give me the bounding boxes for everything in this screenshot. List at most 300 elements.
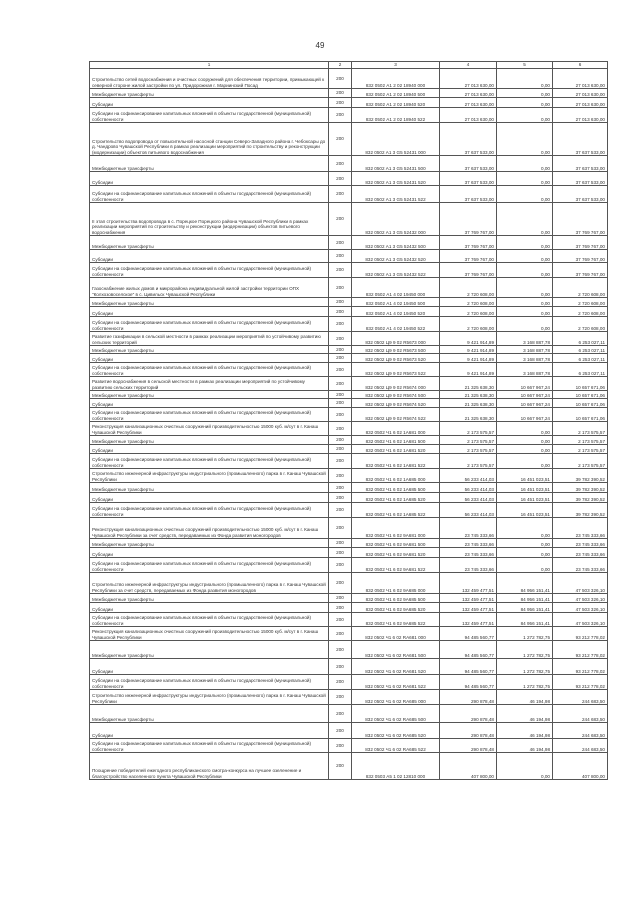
budget-classification-code: 832 0502 А1 3 G5 52432 500 [352,236,440,250]
amount-approved: 132 459 477,51 [440,603,497,613]
amount-change: 46 194,98 [497,723,553,739]
row-column-2: 200 [329,518,352,539]
budget-classification-code: 832 0502 Ц9 9 02 R5674 520 [352,399,440,408]
amount-approved: 37 637 533,00 [440,156,497,172]
row-column-2: 200 [329,98,352,108]
row-description: Субсидии на софинансирование капитальных вложений в объекты государственной (муниципальной) собственности [90,263,329,278]
table-row [90,436,608,445]
budget-classification-code: 832 0502 Ч1 6 02 1А685 500 [352,483,440,493]
amount-approved: 94 485 560,77 [440,659,497,675]
amount-approved: 2 173 575,57 [440,454,497,469]
table-row [90,98,608,108]
amount-change: 84 956 151,41 [497,613,553,627]
table-row [90,250,608,263]
row-column-2: 200 [329,675,352,690]
row-column-2: 200 [329,705,352,723]
amount-change: 10 667 967,24 [497,377,553,391]
row-column-2: 200 [329,156,352,172]
table-row [90,603,608,613]
amount-change: 0,00 [497,69,553,89]
column-number: 3 [352,62,440,69]
amount-change: 0,00 [497,89,553,98]
amount-resulting: 23 745 333,66 [553,518,608,539]
amount-approved: 9 421 914,89 [440,354,497,363]
row-description: Межбюджетные трансферты [90,641,329,659]
row-description: Субсидии на софинансирование капитальных вложений в объекты государственной (муниципальной) собственности [90,613,329,627]
row-column-2: 200 [329,469,352,483]
table-row [90,346,608,354]
amount-change: 0,00 [497,753,553,780]
table-row [90,753,608,780]
table-row [90,263,608,278]
row-description: Межбюджетные трансферты [90,89,329,98]
amount-approved: 27 013 630,00 [440,69,497,89]
amount-change: 3 168 887,78 [497,332,553,346]
budget-classification-code: 832 0502 А1 3 G5 52431 000 [352,123,440,156]
budget-classification-code: 832 0502 Ч1 6 02 9А685 522 [352,613,440,627]
amount-approved: 21 325 638,30 [440,377,497,391]
table-row [90,627,608,641]
table-row [90,705,608,723]
amount-change: 10 667 967,24 [497,391,553,399]
table-row [90,391,608,399]
amount-change: 16 451 023,51 [497,469,553,483]
row-description: Межбюджетные трансферты [90,436,329,445]
amount-approved: 132 459 477,51 [440,594,497,603]
row-column-2: 200 [329,278,352,298]
budget-classification-code: 832 0502 А1 3 G5 52431 520 [352,172,440,186]
table-row [90,503,608,518]
budget-classification-code: 832 0502 Ч1 6 02 1А685 520 [352,493,440,503]
row-column-2: 200 [329,354,352,363]
amount-change: 0,00 [497,123,553,156]
budget-classification-code: 832 0502 Ц9 9 02 R5674 500 [352,391,440,399]
amount-approved: 27 013 630,00 [440,98,497,108]
row-description: Межбюджетные трансферты [90,391,329,399]
budget-classification-code: 832 0502 Ч1 6 02 RА685 522 [352,739,440,753]
table-row [90,236,608,250]
table-row [90,298,608,307]
amount-change: 10 667 967,24 [497,408,553,422]
budget-classification-code: 832 0502 А1 4 02 19450 522 [352,317,440,332]
row-column-2: 200 [329,422,352,436]
amount-approved: 37 769 767,00 [440,236,497,250]
row-column-2: 200 [329,436,352,445]
table-row [90,399,608,408]
amount-resulting: 2 720 608,00 [553,298,608,307]
budget-classification-code: 832 0502 Ц9 9 02 R5673 500 [352,346,440,354]
row-column-2: 200 [329,690,352,705]
row-description: Субсидии [90,493,329,503]
amount-approved: 290 878,48 [440,723,497,739]
amount-resulting: 37 637 533,00 [553,186,608,203]
amount-resulting: 6 253 027,11 [553,363,608,377]
amount-resulting: 10 657 671,06 [553,399,608,408]
amount-approved: 2 720 608,00 [440,307,497,317]
amount-change: 0,00 [497,445,553,454]
amount-change: 3 168 887,78 [497,354,553,363]
amount-resulting: 10 657 671,06 [553,377,608,391]
budget-table [89,61,608,780]
amount-change: 0,00 [497,298,553,307]
amount-approved: 37 637 533,00 [440,172,497,186]
row-column-2: 200 [329,573,352,594]
table-row [90,613,608,627]
budget-classification-code: 832 0502 Ч1 6 02 RА685 520 [352,723,440,739]
amount-resulting: 37 637 533,00 [553,172,608,186]
budget-classification-code: 832 0502 Ч1 6 02 RА681 520 [352,659,440,675]
table-row [90,156,608,172]
amount-change: 16 451 023,51 [497,503,553,518]
amount-change: 0,00 [497,250,553,263]
row-description: Межбюджетные трансферты [90,298,329,307]
row-column-2: 200 [329,641,352,659]
amount-resulting: 93 212 778,02 [553,627,608,641]
row-description: Строительство инженерной инфраструктуры индустриального (промышленного) парка в г. Канаш Чувашской Республики [90,690,329,705]
row-column-2: 200 [329,172,352,186]
budget-classification-code: 832 0502 Ч1 6 02 RА685 500 [352,705,440,723]
budget-classification-code: 832 0502 Ц9 9 02 R5673 522 [352,363,440,377]
amount-resulting: 39 782 390,52 [553,483,608,493]
row-column-2: 200 [329,539,352,548]
table-row [90,354,608,363]
amount-approved: 21 325 638,30 [440,391,497,399]
budget-classification-code: 832 0502 А1 4 02 19450 500 [352,298,440,307]
amount-resulting: 23 745 333,66 [553,558,608,573]
table-row [90,332,608,346]
amount-resulting: 37 769 767,00 [553,236,608,250]
amount-approved: 23 745 333,66 [440,539,497,548]
budget-classification-code: 832 0502 Ч1 6 02 RА681 522 [352,675,440,690]
row-column-2: 200 [329,108,352,123]
amount-change: 84 956 151,41 [497,594,553,603]
amount-approved: 37 637 533,00 [440,123,497,156]
budget-classification-code: 832 0502 А1 3 G5 52432 000 [352,203,440,236]
row-column-2: 200 [329,493,352,503]
budget-classification-code: 832 0502 Ч1 6 02 9А681 522 [352,558,440,573]
row-column-2: 200 [329,503,352,518]
budget-classification-code: 832 0502 Ц9 9 02 R5673 000 [352,332,440,346]
row-description: Субсидии на софинансирование капитальных вложений в объекты государственной (муниципальной) собственности [90,558,329,573]
row-column-2: 200 [329,454,352,469]
budget-classification-code: 832 0502 Ц9 9 02 R5674 000 [352,377,440,391]
table-row [90,518,608,539]
amount-resulting: 37 637 533,00 [553,156,608,172]
row-column-2: 200 [329,89,352,98]
row-column-2: 200 [329,317,352,332]
row-column-2: 200 [329,627,352,641]
amount-change: 0,00 [497,108,553,123]
amount-change: 0,00 [497,278,553,298]
row-description: Субсидии [90,250,329,263]
row-column-2: 200 [329,391,352,399]
amount-resulting: 6 253 027,11 [553,346,608,354]
amount-resulting: 2 173 575,57 [553,422,608,436]
row-column-2: 200 [329,263,352,278]
budget-classification-code: 832 0502 Ц9 9 02 R5673 520 [352,354,440,363]
amount-resulting: 244 683,50 [553,723,608,739]
budget-classification-code: 832 0502 А1 3 G5 52432 522 [352,263,440,278]
amount-approved: 132 459 477,51 [440,573,497,594]
budget-classification-code: 832 0502 Ч1 6 02 1А685 000 [352,469,440,483]
table-row [90,186,608,203]
amount-change: 1 272 782,75 [497,675,553,690]
amount-resulting: 2 720 608,00 [553,307,608,317]
budget-classification-code: 832 0502 А1 3 G5 52432 520 [352,250,440,263]
budget-classification-code: 832 0503 А5 1 02 12810 000 [352,753,440,780]
amount-approved: 23 745 333,66 [440,518,497,539]
amount-approved: 37 769 767,00 [440,203,497,236]
row-description: Субсидии [90,445,329,454]
budget-classification-code: 832 0502 А1 3 G5 52431 522 [352,186,440,203]
amount-approved: 2 173 575,57 [440,445,497,454]
amount-change: 0,00 [497,558,553,573]
row-description: Газоснабжение жилых домов и микрорайона индивидуальной жилой застройки территории ОПХ "Колхозовоселское" в с. Цивильск Чувашской Республики [90,278,329,298]
amount-resulting: 2 173 575,57 [553,436,608,445]
budget-classification-code: 832 0502 Ч1 6 02 1А681 000 [352,422,440,436]
row-column-2: 200 [329,659,352,675]
amount-approved: 56 233 414,03 [440,469,497,483]
row-column-2: 200 [329,723,352,739]
budget-classification-code: 832 0502 Ч1 6 02 1А681 520 [352,445,440,454]
amount-resulting: 47 503 326,10 [553,603,608,613]
amount-approved: 9 421 914,89 [440,332,497,346]
amount-change: 46 194,98 [497,690,553,705]
table-row [90,573,608,594]
amount-change: 0,00 [497,307,553,317]
row-description: Межбюджетные трансферты [90,156,329,172]
row-column-2: 200 [329,753,352,780]
budget-classification-code: 832 0502 Ч1 6 02 RА681 500 [352,641,440,659]
amount-approved: 27 013 630,00 [440,108,497,123]
budget-classification-code: 832 0502 Ч1 6 02 1А681 500 [352,436,440,445]
row-column-2: 200 [329,377,352,391]
column-number-row [90,62,608,69]
row-description: II этап строительства водопровода в с. Порецкое Порецкого района Чувашской Республики в рамках реализации мероприятий по строительству и реконструкции (модернизации) объектов питьевого водоснабжения [90,203,329,236]
table-row [90,659,608,675]
amount-resulting: 37 769 767,00 [553,250,608,263]
amount-resulting: 244 683,50 [553,690,608,705]
row-column-2: 200 [329,123,352,156]
table-row [90,483,608,493]
row-column-2: 200 [329,69,352,89]
row-description: Субсидии на софинансирование капитальных вложений в объекты государственной (муниципальной) собственности [90,363,329,377]
column-number: 6 [553,62,608,69]
row-description: Субсидии [90,659,329,675]
amount-change: 1 272 782,75 [497,627,553,641]
row-description: Субсидии [90,548,329,558]
amount-approved: 27 013 630,00 [440,89,497,98]
amount-resulting: 244 683,50 [553,739,608,753]
table-row [90,89,608,98]
amount-resulting: 2 720 608,00 [553,278,608,298]
amount-change: 0,00 [497,263,553,278]
amount-resulting: 244 683,50 [553,705,608,723]
amount-resulting: 10 657 671,06 [553,408,608,422]
amount-change: 0,00 [497,203,553,236]
amount-resulting: 27 013 630,00 [553,69,608,89]
amount-approved: 132 459 477,51 [440,613,497,627]
budget-classification-code: 832 0502 Ч1 6 02 9А681 520 [352,548,440,558]
row-column-2: 200 [329,250,352,263]
amount-change: 84 956 151,41 [497,603,553,613]
amount-change: 0,00 [497,172,553,186]
row-column-2: 200 [329,483,352,493]
amount-resulting: 2 173 575,57 [553,454,608,469]
amount-resulting: 407 800,00 [553,753,608,780]
row-description: Межбюджетные трансферты [90,483,329,493]
table-row [90,690,608,705]
amount-approved: 2 173 575,57 [440,422,497,436]
budget-classification-code: 832 0502 А1 4 02 19450 000 [352,278,440,298]
row-description: Субсидии [90,354,329,363]
row-description: Субсидии [90,307,329,317]
budget-classification-code: 832 0502 Ч1 6 02 9А685 500 [352,594,440,603]
amount-approved: 56 233 414,03 [440,483,497,493]
column-number: 1 [90,62,329,69]
table-row [90,493,608,503]
row-column-2: 200 [329,603,352,613]
budget-classification-code: 832 0502 А1 2 02 18940 520 [352,98,440,108]
row-description: Межбюджетные трансферты [90,705,329,723]
amount-approved: 37 769 767,00 [440,263,497,278]
row-description: Межбюджетные трансферты [90,346,329,354]
row-description: Субсидии на софинансирование капитальных вложений в объекты государственной (муниципальной) собственности [90,739,329,753]
row-description: Межбюджетные трансферты [90,236,329,250]
budget-classification-code: 832 0502 Ч1 6 02 9А685 000 [352,573,440,594]
amount-change: 1 272 782,75 [497,641,553,659]
row-description: Реконструкция канализационных очистных сооружений производительностью 15000 куб. м/сут в г. Канаш Чувашской Республики [90,422,329,436]
amount-resulting: 37 769 767,00 [553,203,608,236]
amount-resulting: 6 253 027,11 [553,354,608,363]
table-row [90,445,608,454]
table-row [90,172,608,186]
budget-classification-code: 832 0502 Ч1 6 02 1А681 522 [352,454,440,469]
amount-approved: 290 878,48 [440,739,497,753]
amount-change: 16 451 023,51 [497,493,553,503]
row-column-2: 200 [329,399,352,408]
budget-classification-code: 832 0502 Ч1 6 02 RА685 000 [352,690,440,705]
amount-change: 0,00 [497,422,553,436]
row-column-2: 200 [329,594,352,603]
amount-approved: 23 745 333,66 [440,558,497,573]
budget-classification-code: 832 0502 А1 4 02 19450 520 [352,307,440,317]
amount-approved: 407 800,00 [440,753,497,780]
row-description: Строительство сетей водоснабжения и очистных сооружений для обеспечения территории, примыкающей к северной стороне жилой застройки по ул. Придорожная г. Мариинский Посад [90,69,329,89]
amount-resulting: 47 503 326,10 [553,573,608,594]
column-number: 5 [497,62,553,69]
row-column-2: 200 [329,548,352,558]
amount-resulting: 2 173 575,57 [553,445,608,454]
row-description: Субсидии [90,399,329,408]
row-column-2: 200 [329,613,352,627]
table-row [90,739,608,753]
table-row [90,317,608,332]
amount-change: 46 194,98 [497,705,553,723]
amount-change: 0,00 [497,317,553,332]
table-row [90,641,608,659]
amount-change: 3 168 887,78 [497,346,553,354]
amount-approved: 56 233 414,03 [440,503,497,518]
amount-resulting: 23 745 333,66 [553,539,608,548]
amount-resulting: 27 013 630,00 [553,108,608,123]
budget-classification-code: 832 0502 Ч1 6 02 9А685 520 [352,603,440,613]
table-row [90,363,608,377]
amount-approved: 94 485 560,77 [440,641,497,659]
row-description: Реконструкция канализационных очистных сооружений производительностью 15000 куб. м/сут в г. Канаш Чувашской Республики [90,627,329,641]
table-row [90,548,608,558]
table-row [90,203,608,236]
amount-approved: 2 720 608,00 [440,317,497,332]
amount-change: 84 956 151,41 [497,573,553,594]
table-row [90,377,608,391]
amount-resulting: 2 720 608,00 [553,317,608,332]
row-description: Субсидии [90,172,329,186]
amount-resulting: 47 503 326,10 [553,613,608,627]
budget-classification-code: 832 0502 Ч1 6 02 9А681 000 [352,518,440,539]
row-column-2: 200 [329,203,352,236]
budget-classification-code: 832 0502 А1 3 G5 52431 500 [352,156,440,172]
budget-classification-code: 832 0502 Ч1 6 02 1А685 522 [352,503,440,518]
amount-resulting: 37 637 533,00 [553,123,608,156]
row-column-2: 200 [329,363,352,377]
amount-approved: 94 485 560,77 [440,675,497,690]
row-description: Строительство инженерной инфраструктуры индустриального (промышленного) парка в г. Канаш Чувашской Республики за счет средств, передаваемых из Фонда развития моногородов [90,573,329,594]
table-row [90,454,608,469]
row-description: Субсидии на софинансирование капитальных вложений в объекты государственной (муниципальной) собственности [90,408,329,422]
budget-classification-code: 832 0502 А1 2 02 18940 522 [352,108,440,123]
table-row [90,123,608,156]
amount-resulting: 23 745 333,66 [553,548,608,558]
row-description: Субсидии на софинансирование капитальных вложений в объекты государственной (муниципальной) собственности [90,317,329,332]
amount-change: 16 451 023,51 [497,483,553,493]
amount-resulting: 39 782 390,52 [553,503,608,518]
amount-approved: 37 769 767,00 [440,250,497,263]
table-row [90,69,608,89]
row-description: Субсидии на софинансирование капитальных вложений в объекты государственной (муниципальной) собственности [90,675,329,690]
table-row [90,108,608,123]
budget-classification-code: 832 0502 Ч1 6 02 RА681 000 [352,627,440,641]
row-description: Межбюджетные трансферты [90,594,329,603]
amount-change: 0,00 [497,98,553,108]
amount-change: 0,00 [497,548,553,558]
amount-approved: 290 878,48 [440,705,497,723]
amount-approved: 21 325 638,30 [440,408,497,422]
row-description: Развитие водоснабжения в сельской местности в рамках реализации мероприятий по устойчивому развитию сельских территорий [90,377,329,391]
budget-classification-code: 832 0502 Ч1 6 02 9А681 500 [352,539,440,548]
amount-change: 10 667 967,24 [497,399,553,408]
row-description: Субсидии [90,98,329,108]
row-column-2: 200 [329,307,352,317]
amount-change: 1 272 782,75 [497,659,553,675]
amount-approved: 2 173 575,57 [440,436,497,445]
row-description: Субсидии на софинансирование капитальных вложений в объекты государственной (муниципальной) собственности [90,108,329,123]
amount-change: 0,00 [497,436,553,445]
row-description: Межбюджетные трансферты [90,539,329,548]
row-column-2: 200 [329,739,352,753]
amount-approved: 2 720 608,00 [440,298,497,307]
row-column-2: 200 [329,445,352,454]
row-column-2: 200 [329,332,352,346]
row-column-2: 200 [329,558,352,573]
row-column-2: 200 [329,346,352,354]
row-description: Поощрение победителей ежегодного республиканского смотра-конкурса на лучшее озеленение и благоустройство населенного пункта Чувашской Республики [90,753,329,780]
amount-resulting: 27 013 630,00 [553,89,608,98]
amount-change: 46 194,98 [497,739,553,753]
amount-resulting: 6 253 027,11 [553,332,608,346]
table-row [90,307,608,317]
amount-resulting: 39 782 390,52 [553,493,608,503]
